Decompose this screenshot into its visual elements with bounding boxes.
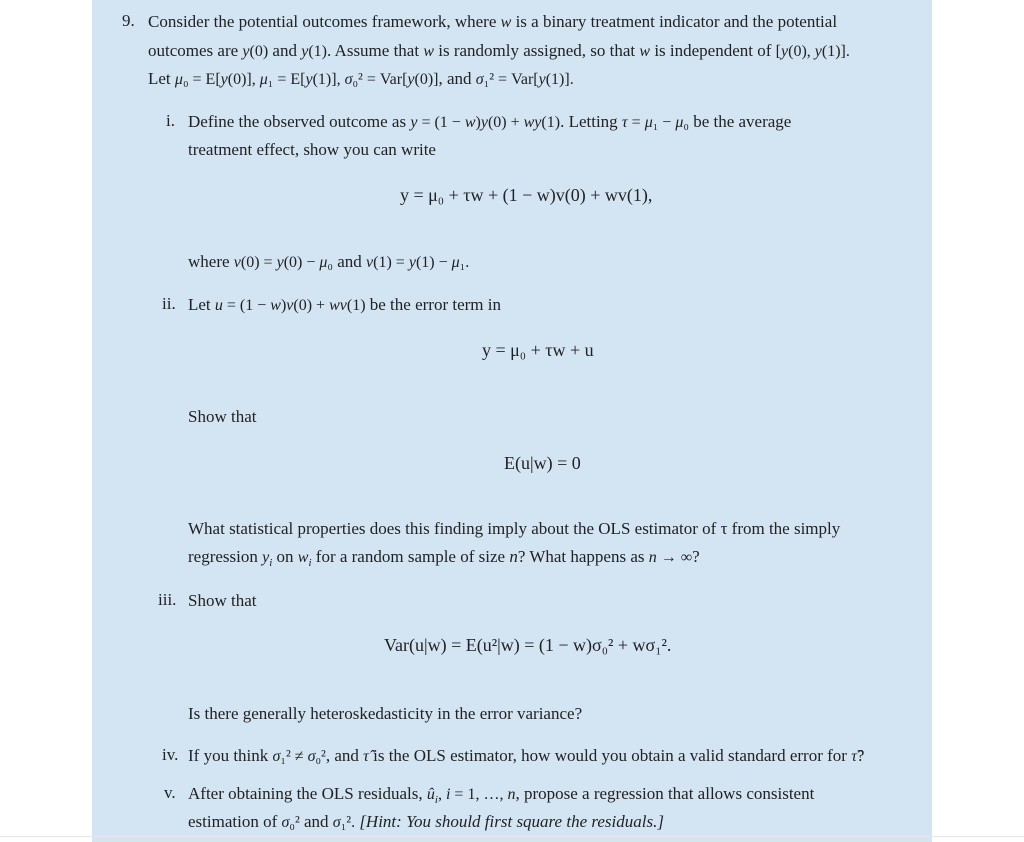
part-i-line-1: Define the observed outcome as y = (1 − w)y(0) + wy(1). Letting τ = μ₁ − μ₀ be the average: [188, 112, 792, 131]
part-i-where-line: where v(0) = y(0) − μ₀ and v(1) = y(1) − μ₁.: [188, 252, 470, 271]
intro-line-1: Consider the potential outcomes framework, where w is a binary treatment indicator and the potential: [148, 12, 838, 31]
problem-number: 9.: [122, 11, 135, 30]
page-divider: [0, 836, 1024, 837]
part-i-display-equation: y = μ₀ + τw + (1 − w)v(0) + wv(1),: [400, 185, 653, 205]
part-ii-display-equation-2: E(u|w) = 0: [504, 453, 581, 473]
part-ii-line-1: Let u = (1 − w)v(0) + wv(1) be the error term in: [188, 295, 501, 314]
intro-line-2: outcomes are y(0) and y(1). Assume that w is randomly assigned, so that w is independent of [y(0), y(1)].: [148, 41, 850, 60]
part-ii-question-line-2: regression $y_i$ on $w_i$ for a random sample of size n? What happens as n → ∞?: [188, 547, 700, 570]
part-ii-display-equation: y = μ₀ + τw + u: [482, 340, 594, 360]
part-i-line-2: treatment effect, show you can write: [188, 140, 436, 159]
intro-line-3: Let μ₀ = E[y(0)], μ₁ = E[y(1)], σ₀² = Var[y(0)], and σ₁² = Var[y(1)].: [148, 69, 574, 88]
part-iii-question: Is there generally heteroskedasticity in the error variance?: [188, 704, 583, 723]
part-iv-label: iv.: [162, 745, 179, 764]
part-iii-display-equation: Var(u|w) = E(u²|w) = (1 − w)σ₀² + wσ₁².: [384, 635, 672, 655]
part-v-line-2: estimation of σ₀² and σ₁². [Hint: You should first square the residuals.]: [188, 812, 664, 831]
part-iii-show-that: Show that: [188, 591, 257, 610]
part-i-label: i.: [166, 111, 175, 130]
part-ii-question-line-1: What statistical properties does this finding imply about the OLS estimator of τ from the simply: [188, 519, 841, 538]
part-v-line-1: After obtaining the OLS residuals, $û_i$, i = 1, …, n, propose a regression that allows consistent: [188, 784, 815, 807]
part-iv-line: If you think σ₁² ≠ σ₀², and τ̂ is the OLS estimator, how would you obtain a valid standard error for τ̂?: [188, 746, 865, 765]
part-v-label: v.: [164, 783, 176, 802]
part-ii-label: ii.: [162, 294, 176, 313]
part-iii-label: iii.: [158, 590, 177, 609]
part-ii-show-that: Show that: [188, 407, 257, 426]
